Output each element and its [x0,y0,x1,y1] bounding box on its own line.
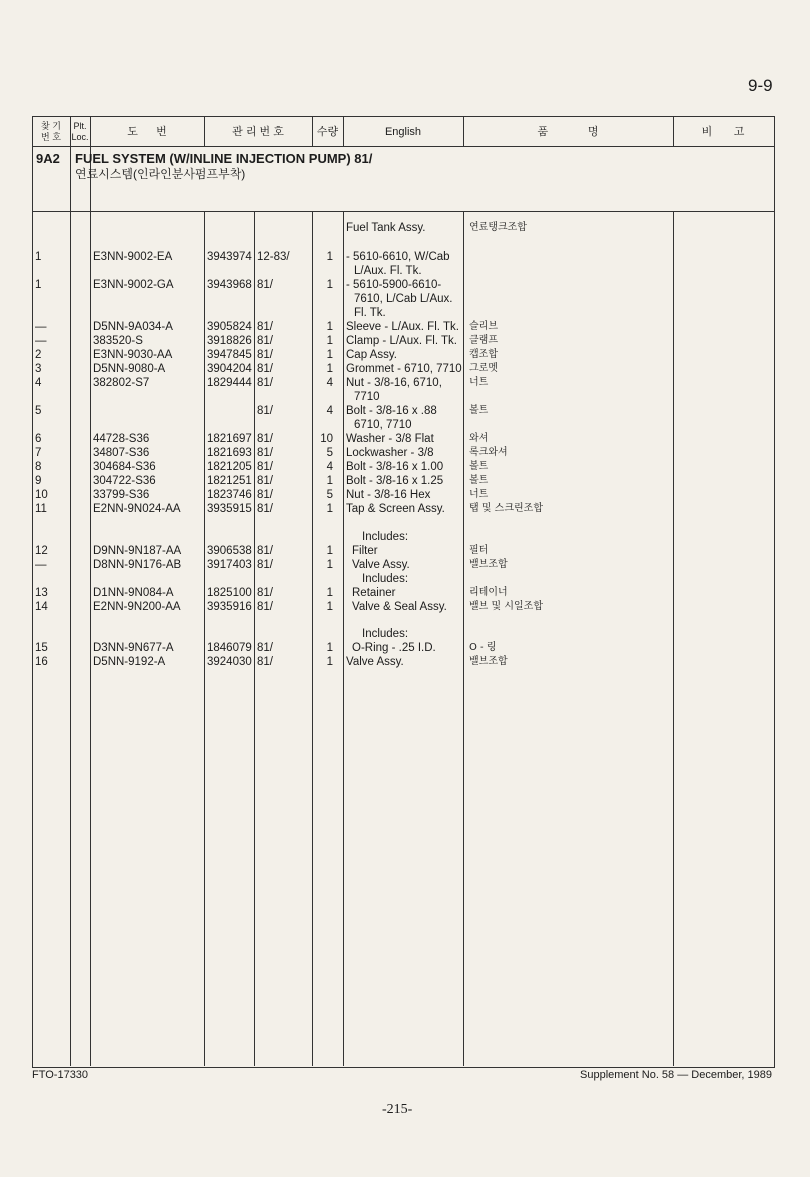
quantity: 1 [326,349,333,361]
management-number: 3935915 [207,503,252,515]
korean-description: 클램프 [469,335,498,346]
ref-number: 11 [35,503,47,515]
management-number: 1821251 [207,475,252,487]
applicable-year: 81/ [257,405,273,417]
page-id: 9-9 [748,76,773,95]
ref-number: 6 [35,433,42,445]
english-description: 7610, L/Cab L/Aux. [354,293,453,305]
management-number: 1821697 [207,433,252,445]
applicable-year: 81/ [257,587,273,599]
management-number: 1825100 [207,587,252,599]
quantity: 1 [326,545,333,557]
management-number: 3906538 [207,545,252,557]
english-description: Nut - 3/8-16, 6710, [346,377,442,389]
ref-number: 2 [35,349,42,361]
english-description: Bolt - 3/8-16 x 1.25 [346,475,444,487]
korean-description: 너트 [469,377,489,388]
english-description: Clamp - L/Aux. Fl. Tk. [346,335,457,347]
english-description: Nut - 3/8-16 Hex [346,489,431,501]
korean-description: 밸브 및 시일조합 [469,601,543,612]
management-number: 1821205 [207,461,252,473]
drawing-number: D1NN-9N084-A [93,587,174,599]
management-number: 3943968 [207,279,252,291]
management-number: 3935916 [207,601,252,613]
section-code: 9A2 [36,151,60,166]
page-number: -215- [382,1102,413,1117]
applicable-year: 81/ [257,433,273,445]
korean-description: 필터 [469,545,489,556]
applicable-year: 81/ [257,349,273,361]
applicable-year: 81/ [257,656,273,668]
header-qty: 수량 [316,125,339,138]
applicable-year: 81/ [257,489,273,501]
section-subtitle: 연료시스템(인라인분사펌프부착) [75,167,246,181]
korean-description: 탭 및 스크린조합 [469,503,543,514]
applicable-year: 81/ [257,321,273,333]
management-number: 3905824 [207,321,252,333]
header-ref-no: 찾 기 번 호 [41,121,61,142]
quantity: 1 [326,559,333,571]
applicable-year: 81/ [257,447,273,459]
ref-number: 5 [35,405,42,417]
english-description: Washer - 3/8 Flat [346,433,434,445]
korean-description: 리테이너 [469,587,508,598]
applicable-year: 81/ [257,559,273,571]
drawing-number: 34807-S36 [93,447,150,459]
drawing-number: E3NN-9002-GA [93,279,174,291]
applicable-year: 81/ [257,335,273,347]
english-description: L/Aux. Fl. Tk. [354,265,422,277]
ref-number: — [35,321,47,333]
quantity: 1 [326,503,333,515]
ref-number: 7 [35,447,42,459]
drawing-number: D5NN-9A034-A [93,321,173,333]
quantity: 4 [326,461,333,473]
management-number: 3924030 [207,656,252,668]
section-title: FUEL SYSTEM (W/INLINE INJECTION PUMP) 81/ [75,151,373,166]
header-divider [32,146,774,147]
column-divider [70,116,71,1066]
drawing-number: E2NN-9N024-AA [93,503,181,515]
korean-description: 와셔 [469,433,489,444]
management-number: 1823746 [207,489,252,501]
header-drawing: 도 번 [127,125,167,138]
english-description: 7710 [354,391,380,403]
applicable-year: 12-83/ [257,251,290,263]
english-description: - 5610-6610, W/Cab [346,251,450,263]
drawing-number: D5NN-9192-A [93,656,166,668]
korean-description: 밸브조합 [469,656,508,667]
korean-description: 볼트 [469,461,489,472]
management-number: 3947845 [207,349,252,361]
header-mgmt-no: 관 리 번 호 [232,125,284,138]
quantity: 5 [326,447,333,459]
ref-number: 13 [35,587,48,599]
header-english: English [384,125,422,138]
english-description: Fl. Tk. [354,307,386,319]
english-description: Cap Assy. [346,349,397,361]
drawing-number: D3NN-9N677-A [93,642,174,654]
column-divider [204,211,205,1066]
quantity: 1 [326,587,333,599]
quantity: 1 [326,656,333,668]
english-description: Fuel Tank Assy. [346,222,426,234]
english-description: Filter [352,545,378,557]
english-description: Tap & Screen Assy. [346,503,445,515]
korean-description: 너트 [469,489,489,500]
ref-number: 12 [35,545,48,557]
drawing-number: E3NN-9030-AA [93,349,173,361]
english-description: Grommet - 6710, 7710 [346,363,462,375]
management-number: 3943974 [207,251,252,263]
management-number: 3917403 [207,559,252,571]
english-description: Valve Assy. [352,559,410,571]
applicable-year: 81/ [257,503,273,515]
applicable-year: 81/ [257,545,273,557]
quantity: 5 [326,489,333,501]
header-plt-loc: Plt. Loc. [71,121,89,142]
management-number: 3904204 [207,363,252,375]
drawing-number: 383520-S [93,335,143,347]
ref-number: 16 [35,656,48,668]
korean-description: 볼트 [469,475,489,486]
column-divider [673,211,674,1066]
header-remarks: 비 고 [701,125,745,138]
korean-description: 연료탱크조합 [469,222,527,233]
english-description: Includes: [362,628,409,640]
quantity: 1 [326,251,333,263]
english-description: Bolt - 3/8-16 x 1.00 [346,461,444,473]
quantity: 4 [326,377,333,389]
supplement-note: Supplement No. 58 — December, 1989 [580,1069,773,1081]
ref-number: 4 [35,377,42,389]
applicable-year: 81/ [257,377,273,389]
english-description: Valve & Seal Assy. [352,601,447,613]
drawing-number: 382802-S7 [93,377,150,389]
english-description: Valve Assy. [346,656,404,668]
drawing-number: D9NN-9N187-AA [93,545,182,557]
header-korean: 품 명 [537,125,599,138]
quantity: 10 [320,433,333,445]
korean-description: 슬리브 [469,321,498,332]
english-description: Bolt - 3/8-16 x .88 [346,405,437,417]
column-divider [343,211,344,1066]
korean-description: 캡조합 [469,349,498,360]
ref-number: 8 [35,461,42,473]
management-number: 3918826 [207,335,252,347]
drawing-number: E2NN-9N200-AA [93,601,181,613]
management-number: 1846079 [207,642,252,654]
korean-description: 록크와셔 [469,447,508,458]
ref-number: — [35,559,47,571]
english-description: Lockwasher - 3/8 [346,447,434,459]
drawing-number: D8NN-9N176-AB [93,559,182,571]
form-number: FTO-17330 [32,1069,89,1081]
korean-description: 그로멧 [469,363,498,374]
applicable-year: 81/ [257,279,273,291]
quantity: 4 [326,405,333,417]
applicable-year: 81/ [257,475,273,487]
ref-number: 9 [35,475,42,487]
ref-number: 3 [35,363,42,375]
ref-number: 1 [35,251,42,263]
applicable-year: 81/ [257,601,273,613]
management-number: 1821693 [207,447,252,459]
ref-number: 14 [35,601,48,613]
applicable-year: 81/ [257,642,273,654]
quantity: 1 [326,363,333,375]
drawing-number: D5NN-9080-A [93,363,166,375]
column-divider [90,116,91,1066]
korean-description: O - 링 [469,642,497,653]
drawing-number: 304722-S36 [93,475,156,487]
english-description: Retainer [352,587,396,599]
english-description: Includes: [362,573,409,585]
english-description: - 5610-5900-6610- [346,279,442,291]
applicable-year: 81/ [257,363,273,375]
ref-number: 1 [35,279,42,291]
quantity: 1 [326,601,333,613]
drawing-number: 33799-S36 [93,489,150,501]
drawing-number: E3NN-9002-EA [93,251,173,263]
ref-number: — [35,335,47,347]
column-divider [463,211,464,1066]
quantity: 1 [326,321,333,333]
korean-description: 밸브조합 [469,559,508,570]
quantity: 1 [326,279,333,291]
english-description: 6710, 7710 [354,419,412,431]
applicable-year: 81/ [257,461,273,473]
section-divider [32,211,774,212]
english-description: Includes: [362,531,409,543]
drawing-number: 44728-S36 [93,433,150,445]
quantity: 1 [326,335,333,347]
korean-description: 볼트 [469,405,489,416]
management-number: 1829444 [207,377,252,389]
quantity: 1 [326,642,333,654]
english-description: Sleeve - L/Aux. Fl. Tk. [346,321,459,333]
quantity: 1 [326,475,333,487]
ref-number: 10 [35,489,48,501]
drawing-number: 304684-S36 [93,461,156,473]
english-description: O-Ring - .25 I.D. [352,642,436,654]
column-divider [254,211,255,1066]
ref-number: 15 [35,642,48,654]
